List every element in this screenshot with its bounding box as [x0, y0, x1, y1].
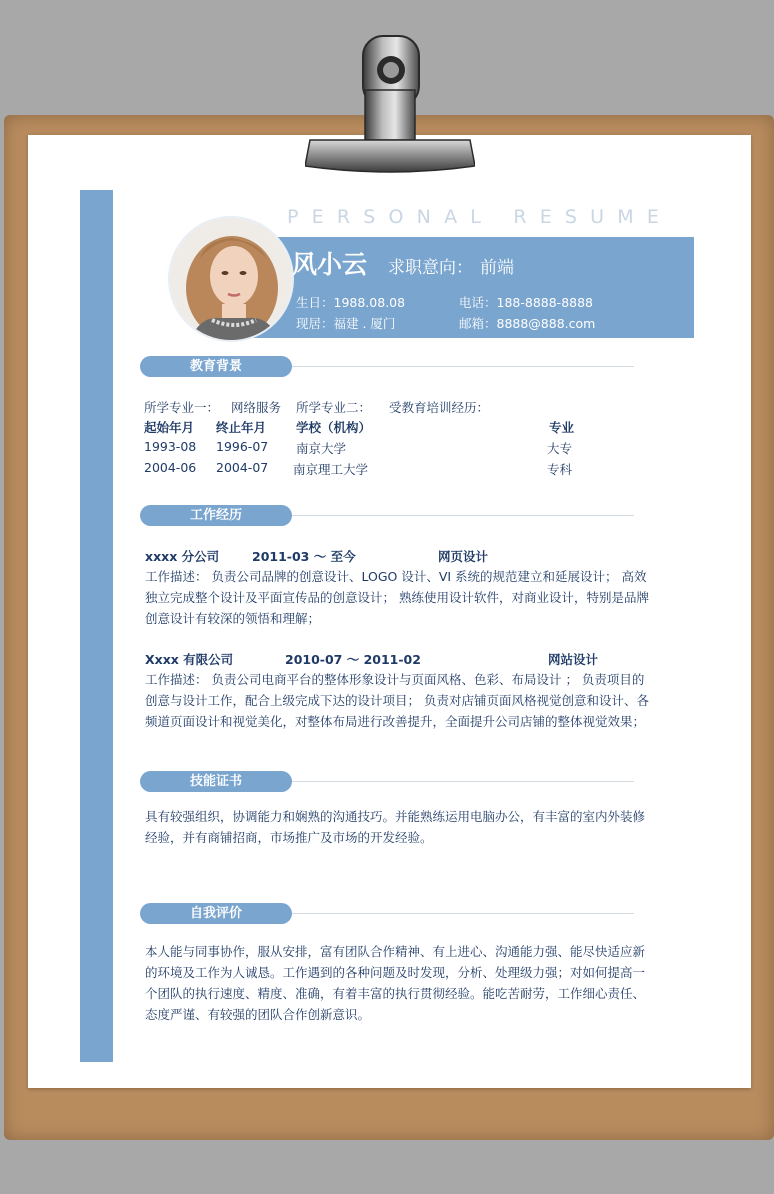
self-eval-line: 态度严谨、有较强的团队合作创新意识。 [145, 1007, 371, 1022]
phone-info: 电话：188-8888-8888 [459, 295, 594, 310]
skills-line: 具有较强组织，协调能力和娴熟的沟通技巧。并能熟练运用电脑办公，有丰富的室内外装修 [145, 809, 646, 824]
birth-info: 生日：1988.08.08 [296, 295, 406, 310]
section-divider [292, 366, 634, 367]
job-description-line: 创意设计有较深的领悟和理解； [145, 611, 321, 626]
skills-description [145, 806, 660, 848]
education-end: 2004-07 [216, 460, 269, 475]
job-description-line: 工作描述： 负责公司品牌的创意设计、LOGO 设计、VI 系统的规范建立和延展设计； 高效 [145, 569, 647, 584]
section-divider [292, 781, 634, 782]
job-company: xxxx 分公司 [145, 549, 220, 564]
candidate-name: 风小云 [292, 250, 368, 279]
job-intention-label: 求职意向： [388, 258, 473, 278]
job-description-line: 创意与设计工作，配合上级完成下达的设计项目； 负责对店铺页面风格视觉创意和设计、各 [145, 693, 649, 708]
education-start: 2004-06 [144, 460, 197, 475]
job-description-line: 工作描述： 负责公司电商平台的整体形象设计与页面风格、色彩、布局设计 ； 负责项目的 [145, 672, 645, 687]
portrait-photo [170, 218, 292, 340]
education-degree: 专科 [547, 462, 573, 477]
education-school: 南京大学 [296, 441, 347, 456]
email-info: 邮箱：8888@888.com [459, 316, 596, 331]
avatar [170, 218, 292, 340]
major1-label: 所学专业一： [144, 400, 220, 415]
skills-section-title: 技能证书 [140, 771, 292, 792]
residence-info: 现居：福建 . 厦门 [296, 316, 396, 331]
job-description-line: 独立完成整个设计及平面宣传品的创意设计； 熟练使用设计软件，对商业设计，特别是品牌 [145, 590, 649, 605]
self-eval-description [145, 941, 660, 1025]
job-period: 2010-07 ～ 2011-02 [285, 652, 421, 667]
job-position: 网站设计 [548, 652, 599, 667]
skills-line: 经验，并有商铺招商，市场推广及市场的开发经验。 [145, 830, 433, 845]
self-eval-line: 本人能与同事协作，服从安排，富有团队合作精神、有上进心、沟通能力强、能尽快适应新 [145, 944, 646, 959]
self-eval-line: 的环境及工作为人诚恳。工作遇到的各种问题及时发现，分析、处理级力强；对如何提高一 [145, 965, 646, 980]
training-label: 受教育培训经历： [389, 400, 490, 415]
sidebar-stripe [80, 190, 113, 1062]
major2-label: 所学专业二： [296, 400, 372, 415]
resume-header-title: PERSONAL RESUME [287, 206, 673, 228]
column-header: 起始年月 [144, 420, 195, 435]
column-header: 终止年月 [216, 420, 267, 435]
job-company: Xxxx 有限公司 [145, 652, 234, 667]
column-header: 专业 [549, 420, 575, 435]
section-divider [292, 515, 634, 516]
education-start: 1993-08 [144, 439, 197, 454]
education-school: 南京理工大学 [293, 462, 369, 477]
education-end: 1996-07 [216, 439, 269, 454]
job-description-line: 频道页面设计和视觉美化，对整体布局进行改善提升，全面提升公司店铺的整体视觉效果； [145, 714, 646, 729]
work-section-title: 工作经历 [140, 505, 292, 526]
column-header: 学校（机构） [296, 420, 372, 435]
job-period: 2011-03 ～ 至今 [252, 549, 356, 564]
major1-value: 网络服务 [231, 400, 282, 415]
section-divider [292, 913, 634, 914]
binder-clip-icon [305, 28, 475, 178]
self-eval-section-title: 自我评价 [140, 903, 292, 924]
job-description [145, 566, 660, 629]
job-description [145, 669, 660, 732]
education-degree: 大专 [547, 441, 573, 456]
job-intention-value: 前端 [480, 258, 514, 278]
education-section-title: 教育背景 [140, 356, 292, 377]
self-eval-line: 个团队的执行速度、精度、准确，有着丰富的执行贯彻经验。能吃苦耐劳，工作细心责任、 [145, 986, 646, 1001]
job-position: 网页设计 [438, 549, 489, 564]
